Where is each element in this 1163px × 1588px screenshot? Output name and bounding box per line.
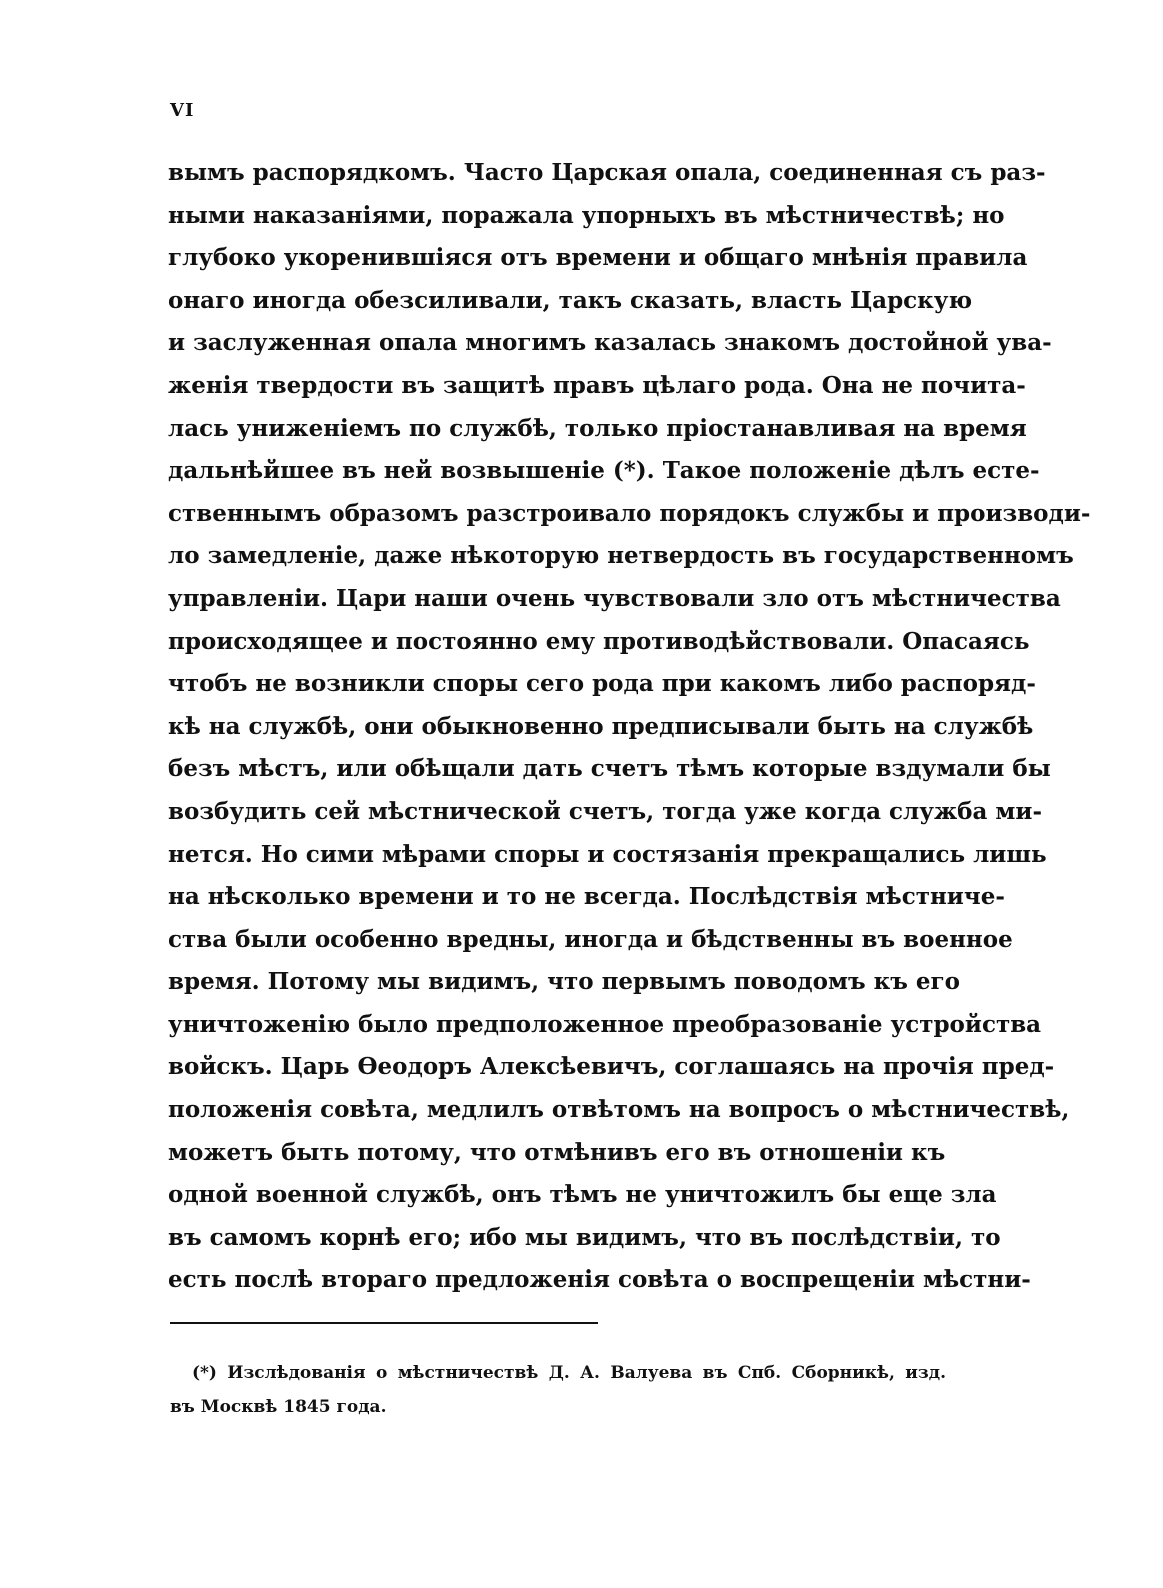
text-line: чтобъ не возникли споры сего рода при какомъ либо распоряд- — [168, 670, 1036, 698]
text-line: происходящее и постоянно ему противодѣйствовали. Опасаясь — [168, 627, 1030, 655]
text-line: положенія совѣта, медлилъ отвѣтомъ на вопросъ о мѣстничествѣ, — [168, 1096, 1070, 1124]
footnote-line: (*) Изслѣдованія о мѣстничествѣ Д. А. Валуева въ Спб. Сборникѣ, изд. — [192, 1363, 946, 1383]
text-line: нется. Но сими мѣрами споры и состязанія прекращались лишь — [168, 840, 1047, 868]
text-line: на нѣсколько времени и то не всегда. Послѣдствія мѣстниче- — [168, 883, 1005, 911]
text-line: есть послѣ втораго предложенія совѣта о воспрещеніи мѣстни- — [168, 1266, 1031, 1294]
text-line: женія твердости въ защитѣ правъ цѣлаго рода. Она не почита- — [168, 371, 1026, 399]
text-line: въ самомъ корнѣ его; ибо мы видимъ, что въ послѣдствіи, то — [168, 1223, 1001, 1251]
text-line: уничтоженію было предположенное преобразованіе устройства — [168, 1010, 1042, 1038]
footnote — [170, 1356, 946, 1424]
text-line: одной военной службѣ, онъ тѣмъ не уничтожилъ бы еще зла — [168, 1181, 997, 1209]
text-line: ными наказаніями, поражала упорныхъ въ мѣстничествѣ; но — [168, 201, 1005, 229]
text-line: лась униженіемъ по службѣ, только пріостанавливая на время — [168, 414, 1027, 442]
text-line: дальнѣйшее въ ней возвышеніе (*). Такое положеніе дѣлъ есте- — [168, 457, 1040, 485]
text-line: ственнымъ образомъ разстроивало порядокъ службы и производи- — [168, 499, 1091, 527]
text-line: глубоко укоренившіяся отъ времени и общаго мнѣнія правила — [168, 244, 1028, 272]
text-line: онаго иногда обезсиливали, такъ сказать, власть Царскую — [168, 286, 973, 314]
footnote-divider — [170, 1322, 598, 1324]
text-line: войскъ. Царь Ѳеодоръ Алексѣевичъ, соглашаясь на прочія пред- — [168, 1053, 1055, 1081]
text-line: возбудить сей мѣстнической счетъ, тогда уже когда служба ми- — [168, 797, 1042, 825]
text-line: управленіи. Цари наши очень чувствовали зло отъ мѣстничества — [168, 584, 1061, 612]
body-text — [168, 152, 1091, 1302]
text-line: кѣ на службѣ, они обыкновенно предписывали быть на службѣ — [168, 712, 1034, 740]
text-line: ства были особенно вредны, иногда и бѣдственны въ военное — [168, 925, 1013, 953]
footnote-line: въ Москвѣ 1845 года. — [170, 1397, 387, 1417]
text-line: ло замедленіе, даже нѣкоторую нетвердость въ государственномъ — [168, 542, 1074, 570]
text-line: и заслуженная опала многимъ казалась знакомъ достойной ува- — [168, 329, 1052, 357]
text-line: вымъ распорядкомъ. Часто Царская опала, соединенная съ раз- — [168, 159, 1046, 186]
page-number: VI — [170, 100, 195, 121]
text-line: можетъ быть потому, что отмѣнивъ его въ отношеніи къ — [168, 1138, 946, 1166]
text-line: безъ мѣстъ, или обѣщали дать счетъ тѣмъ которые вздумали бы — [168, 755, 1051, 783]
text-line: время. Потому мы видимъ, что первымъ поводомъ къ его — [168, 968, 960, 996]
